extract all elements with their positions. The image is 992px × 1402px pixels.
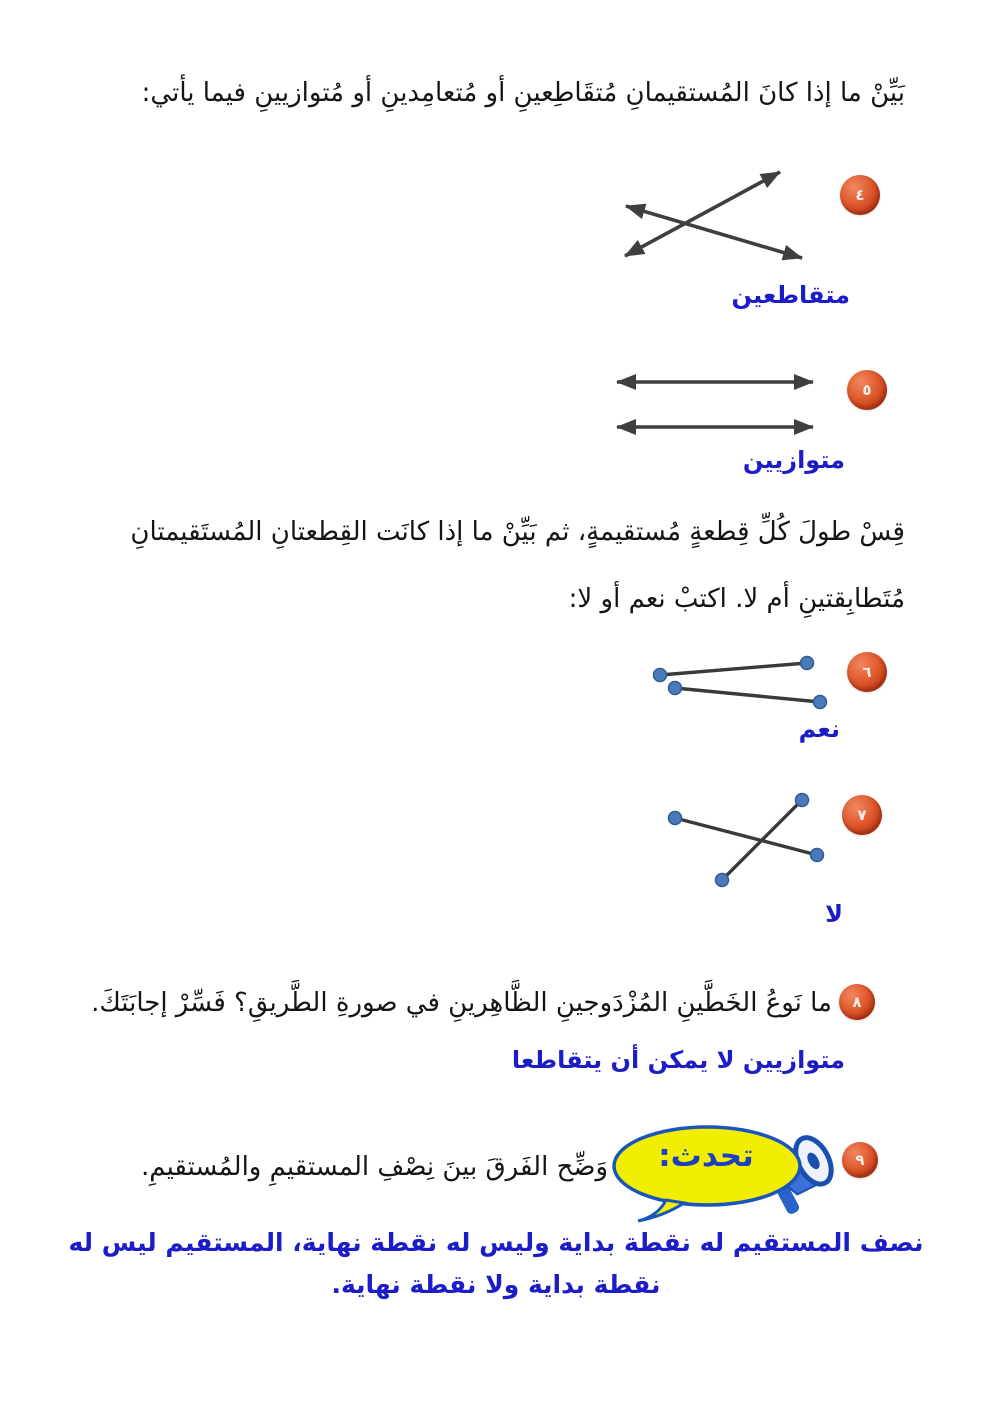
question-number: ٩ bbox=[855, 1150, 865, 1169]
question-number: ٦ bbox=[862, 662, 872, 681]
crossing-segments-figure bbox=[663, 788, 833, 893]
talk-label: تحدث: bbox=[658, 1138, 754, 1174]
instruction-measure-segments-line1: قِسْ طولَ كُلِّ قِطعةٍ مُستقيمةٍ، ثم بَيِّنْ ما إذا كانَت القِطعتانِ المُستَقيمتانِ bbox=[130, 517, 905, 547]
question-number: ٨ bbox=[852, 992, 862, 1011]
question-number-badge bbox=[842, 795, 882, 835]
two-segments-figure bbox=[648, 650, 833, 715]
question-8-text: ما نَوعُ الخَطَّينِ المُزْدَوجينِ الظَّاهِرينِ في صورةِ الطَّريقِ؟ فَسِّرْ إجابَتَكَ. bbox=[91, 988, 832, 1018]
parallel-lines-figure bbox=[595, 365, 835, 440]
answer-q7: لا bbox=[825, 900, 843, 928]
instruction-measure-segments-line2: مُتَطابِقتينِ أم لا. اكتبْ نعم أو لا: bbox=[568, 584, 905, 614]
talk-speech-bubble bbox=[608, 1122, 813, 1227]
intersecting-lines-figure bbox=[595, 155, 830, 280]
question-number-badge bbox=[847, 370, 887, 410]
answer-q6: نعم bbox=[798, 715, 840, 743]
question-number-badge bbox=[839, 984, 875, 1020]
question-number-badge bbox=[840, 175, 880, 215]
instruction-intersecting-parallel: بَيِّنْ ما إذا كانَ المُستقيمانِ مُتقَاطِعينِ أو مُتعامِدينِ أو مُتوازيينِ فيما يأتي: bbox=[141, 78, 905, 108]
question-number: ٥ bbox=[862, 380, 872, 399]
question-number: ٧ bbox=[857, 805, 867, 824]
question-number-badge bbox=[847, 652, 887, 692]
answer-q9: نصف المستقيم له نقطة بداية وليس له نقطة نهاية، المستقيم ليس له نقطة بداية ولا نقطة نهاية. bbox=[68, 1228, 924, 1299]
question-9-text: وَضِّح الفَرقَ بينَ نِصْفِ المستقيمِ والمُستقيمِ. bbox=[141, 1152, 608, 1182]
answer-q4: متقاطعين bbox=[731, 281, 850, 309]
question-number: ٤ bbox=[855, 185, 865, 204]
answer-q5: متوازيين bbox=[742, 446, 845, 474]
answer-q8: متوازيين لا يمكن أن يتقاطعا bbox=[511, 1046, 845, 1074]
